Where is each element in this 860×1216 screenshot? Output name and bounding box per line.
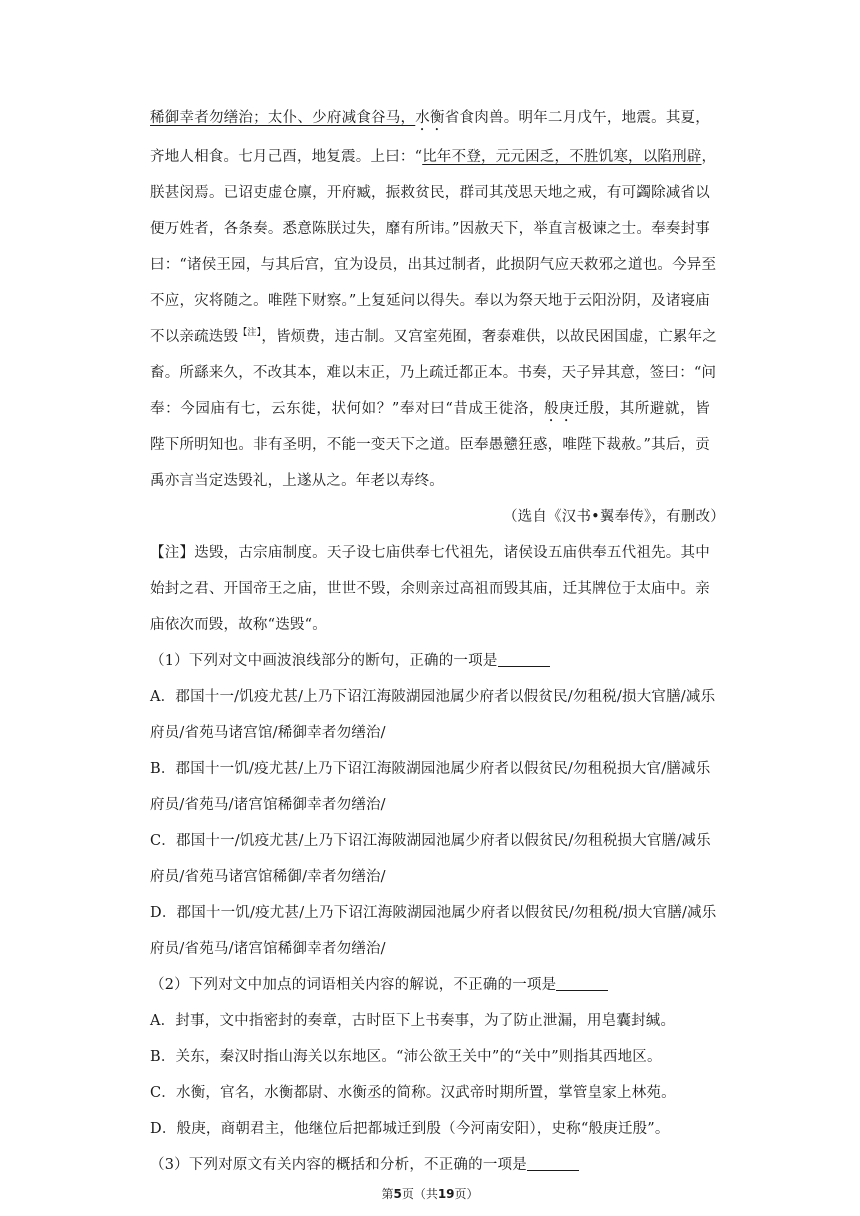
passage-line-11: 禹亦言当定迭毁礼，上遂从之。年老以寿终。 (150, 473, 444, 489)
passage-line-9: 奉：今园庙有七，云东徙，状何如？”奉对曰“昔成王徙洛，般庚迁殷，其所避就，皆 (150, 401, 710, 417)
dotted-term: 般庚 (544, 401, 575, 417)
dotted-term: 水衡 (415, 110, 445, 126)
q2-option-c: C．水衡，官名，水衡都尉、水衡丞的简称。汉武帝时期所置，掌管皇家上林苑。 (150, 1085, 676, 1101)
q1-option-a-line-1: A．郡国十一/饥疫尤甚/上乃下诏江海陂湖园池属少府者以假贫民/勿租税/损大官膳/减乐 (150, 689, 716, 705)
note-line-3: 庙依次而毁，故称“迭毁“。 (150, 617, 327, 633)
passage-line-1: 稀御幸者勿缮治；太仆、少府减食谷马，水衡省食肉兽。明年二月戊午，地震。其夏， (150, 110, 710, 126)
total-page-count: 19 (437, 1187, 455, 1201)
q1-option-d-line-1: D．郡国十一饥/疫尤甚/上乃下诏江海陂湖园池属少府者以假贫民/勿租税/损大官膳/减乐 (150, 905, 717, 921)
answer-blank (527, 1156, 579, 1171)
note-line-2: 始封之君、开国帝王之庙，世世不毁，余则亲过高祖而毁其庙，迁其牌位于太庙中。亲 (150, 581, 710, 597)
passage-line-2: 齐地人相食。七月己酉，地复震。上曰：“比年不登，元元困乏，不胜饥寒，以陷刑辟， (150, 149, 717, 165)
q2-option-a: A．封事，文中指密封的奏章，古时臣下上书奏事，为了防止泄漏，用皂囊封缄。 (150, 1013, 676, 1029)
current-page-number: 5 (393, 1187, 402, 1201)
q1-option-b-line-2: 府员/省苑马/诸宫馆稀御幸者勿缮治/ (150, 797, 386, 813)
passage-line-5: 曰：“诸侯王园，与其后宫，宜为设员，出其过制者，此损阴气应天救邪之道也。今异至 (150, 257, 717, 273)
q1-option-c-line-1: C．郡国十一/饥疫尤甚/上乃下诏江海陂湖园池属少府者以假贫民/勿租税损大官膳/减乐 (150, 833, 711, 849)
passage-line-6: 不应，灾将随之。唯陛下财察。”上复延问以得失。奉以为祭天地于云阳汾阴，及诸寝庙 (150, 293, 710, 309)
note-line-1: 【注】迭毁，古宗庙制度。天子设七庙供奉七代祖先，诸侯设五庙供奉五代祖先。其中 (150, 545, 710, 561)
source-citation: （选自《汉书•翼奉传》，有删改） (502, 509, 725, 525)
answer-blank (556, 976, 608, 991)
passage-line-3: 朕甚闵焉。已诏吏虚仓廪，开府臧，振救贫民，群司其茂思天地之戒，有可蠲除减省以 (150, 185, 710, 201)
q2-option-b: B．关东，秦汉时指山海关以东地区。“沛公欲王关中”的“关中”则指其西地区。 (150, 1049, 662, 1065)
page-footer: 第5页（共19页） (381, 1187, 479, 1201)
q1-option-c-line-2: 府员/省苑马诸宫馆稀御/幸者勿缮治/ (150, 869, 386, 885)
question-2-stem: （2）下列对文中加点的词语相关内容的解说，不正确的一项是 (150, 975, 710, 995)
underlined-sentence: 比年不登，元元困乏，不胜饥寒，以陷刑辟 (422, 149, 702, 165)
q1-option-d-line-2: 府员/省苑马/诸宫馆稀御幸者勿缮治/ (150, 941, 386, 957)
wavy-underlined-text: 稀御幸者勿缮治；太仆、少府减食谷马， (150, 110, 416, 126)
answer-blank (498, 652, 550, 667)
passage-line-4: 便万姓者，各条奏。悉意陈朕过失，靡有所讳。”因赦天下，举直言极谏之士。奉奏封事 (150, 221, 710, 237)
q1-option-b-line-1: B．郡国十一饥/疫尤甚/上乃下诏江海陂湖园池属少府者以假贫民/勿租税损大官/膳减乐 (150, 761, 711, 777)
question-3-stem: （3）下列对原文有关内容的概括和分析，不正确的一项是 (150, 1155, 710, 1175)
q2-option-d: D．般庚，商朝君主，他继位后把都城迁到殷（今河南安阳），史称“般庚迁殷”。 (150, 1121, 670, 1137)
passage-line-7: 不以亲疏迭毁$^{【注】}$，皆烦费，违古制。又宫室苑囿，奢泰难供，以故民困国虚，亡累年之 (150, 328, 718, 345)
passage-line-10: 陛下所明知也。非有圣明，不能一变天下之道。臣奉愚戆狂惑，唯陛下裁赦。”其后，贡 (150, 437, 710, 453)
q1-option-a-line-2: 府员/省苑马诸宫馆/稀御幸者勿缮治/ (150, 725, 386, 741)
note-marker: 【注】 (238, 328, 262, 339)
question-1-stem: （1）下列对文中画波浪线部分的断句，正确的一项是 (150, 651, 710, 671)
passage-line-8: 畜。所繇来久，不改其本，难以末正，乃上疏迁都正本。书奏，天子异其意，签曰：“问 (150, 365, 717, 381)
